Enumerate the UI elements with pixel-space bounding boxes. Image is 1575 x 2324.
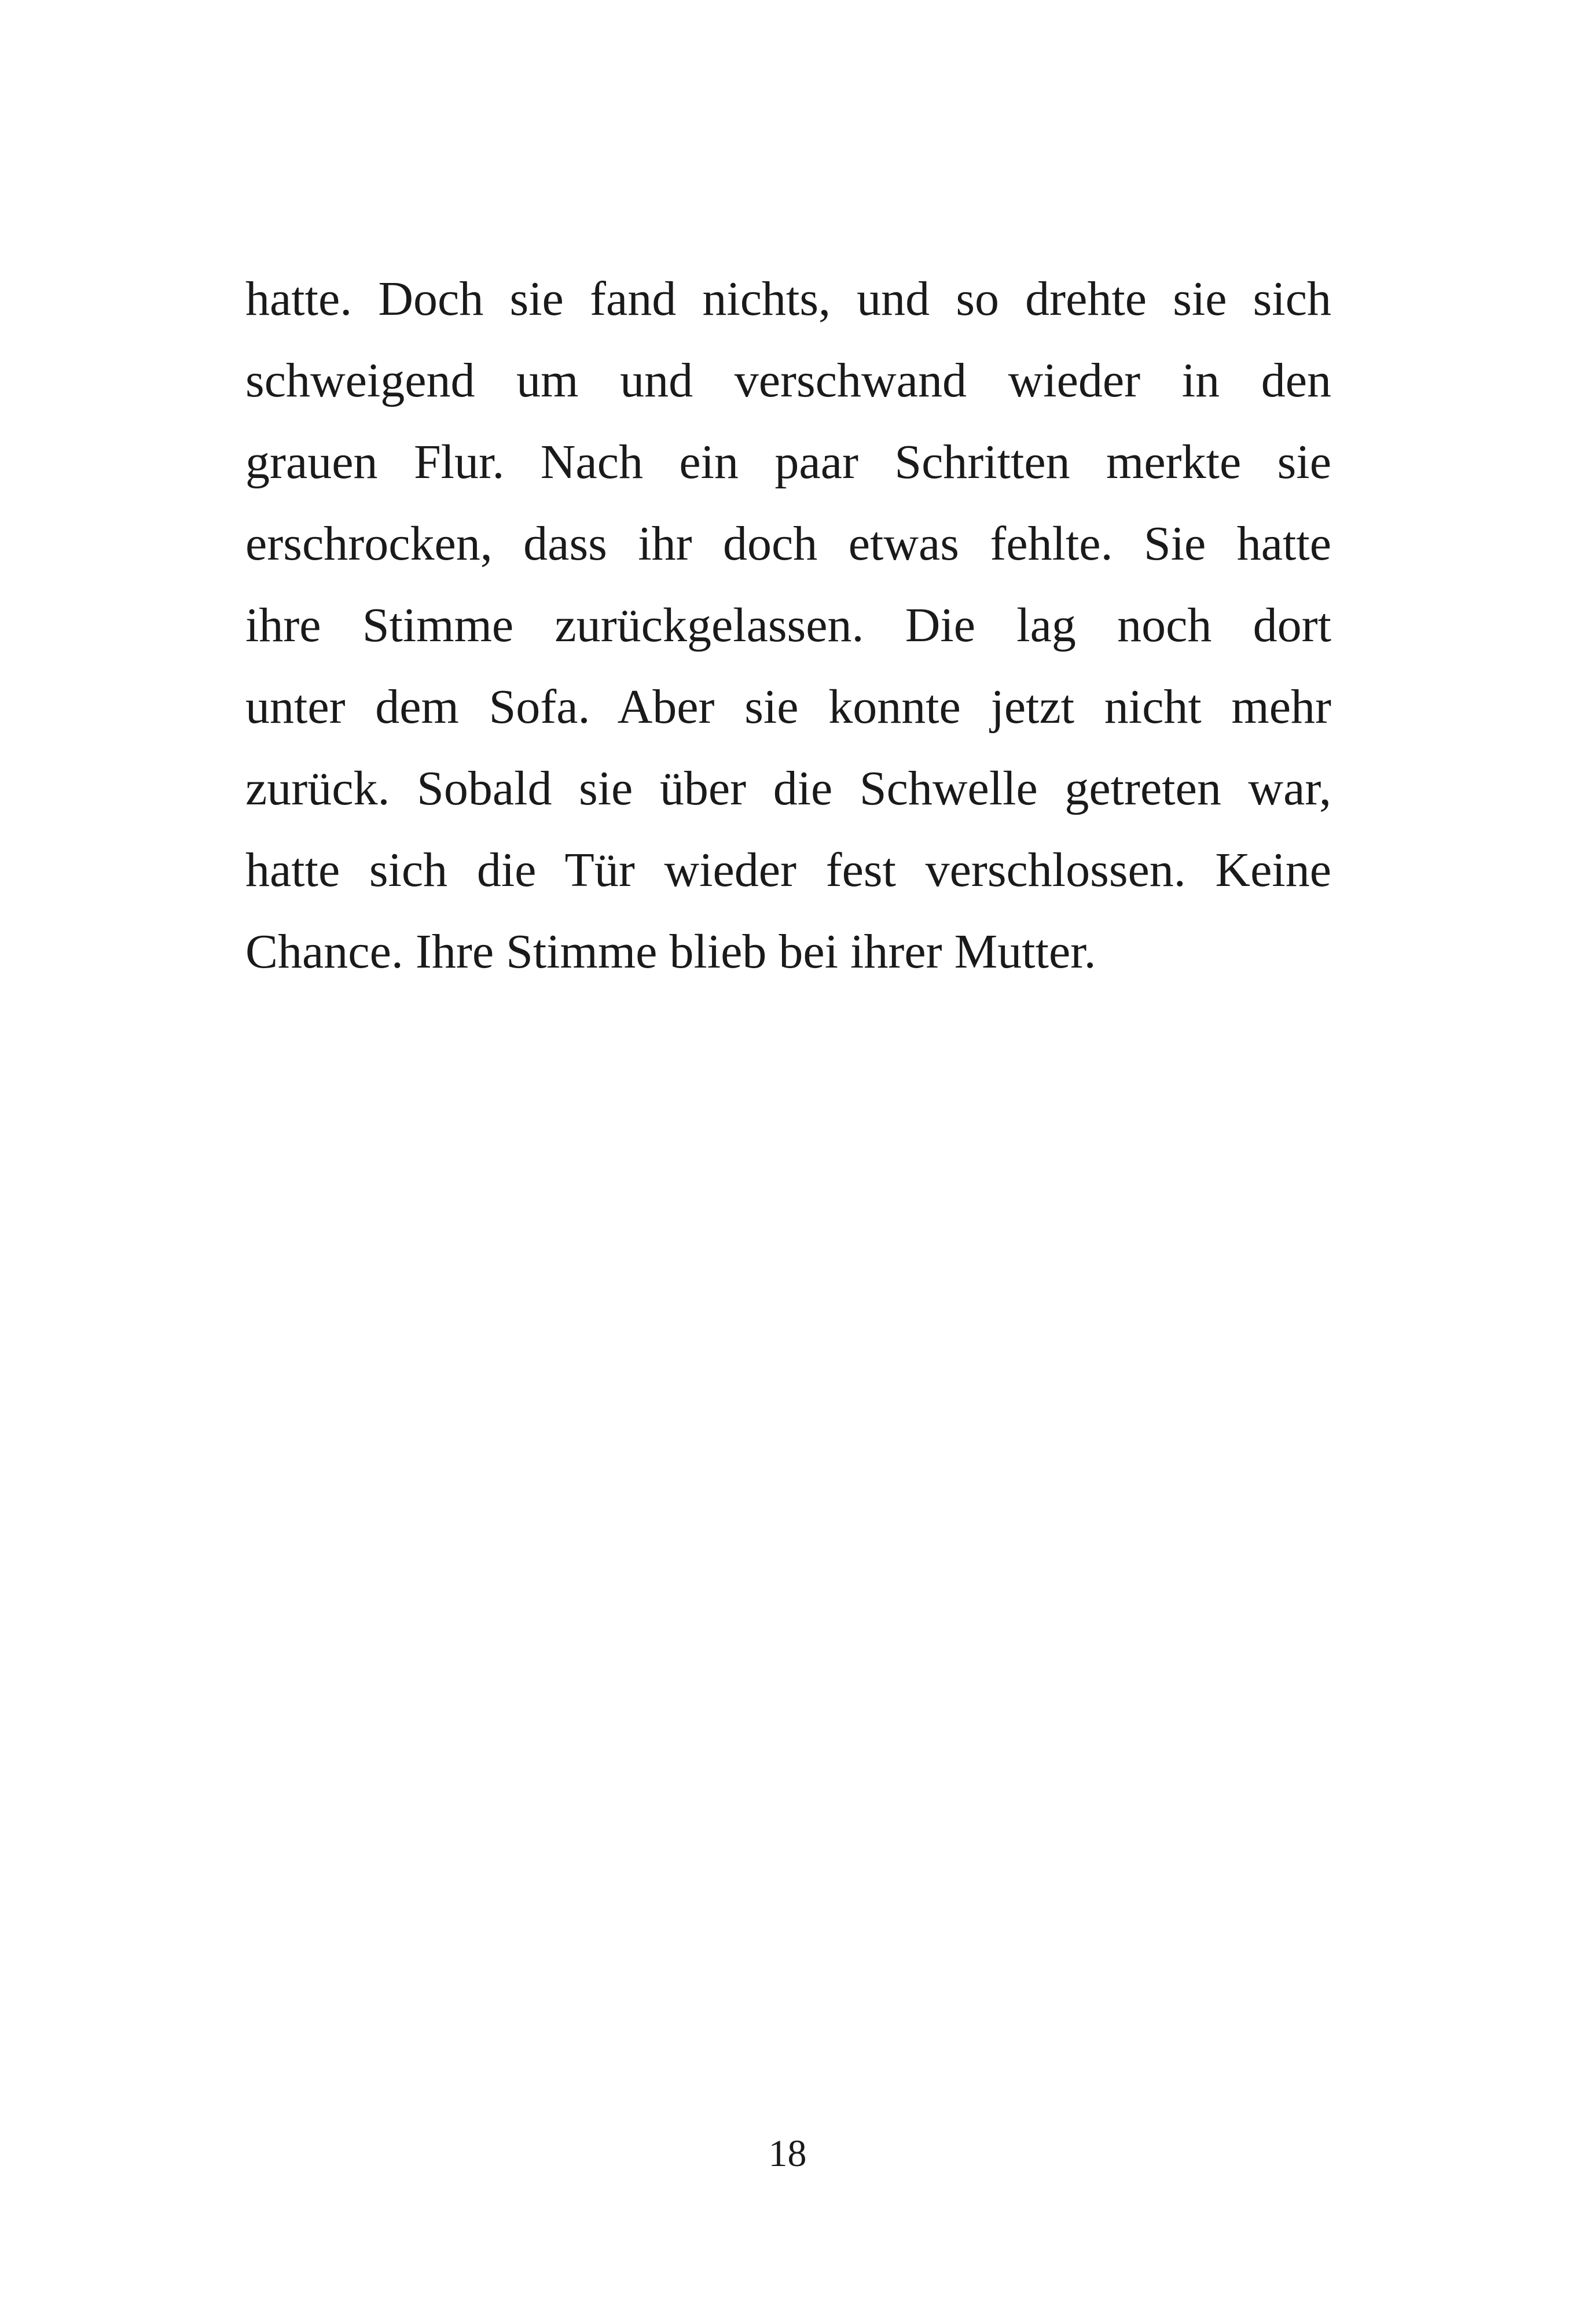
text-line: erschrocken, dass ihr doch etwas fehlte. Sie hatte	[245, 517, 1331, 571]
text-line: Chance. Ihre Stimme blieb bei ihrer Mutter.	[245, 925, 1096, 979]
text-line: hatte sich die Tür wieder fest verschlossen. Keine	[245, 843, 1331, 897]
text-line: unter dem Sofa. Aber sie konnte jetzt nicht mehr	[245, 680, 1331, 734]
page-number: 18	[768, 2132, 807, 2175]
text-line: ihre Stimme zurückgelassen. Die lag noch dort	[245, 598, 1331, 652]
text-line: schweigend um und verschwand wieder in den	[245, 354, 1331, 407]
body-text	[245, 258, 1331, 992]
text-line: hatte. Doch sie fand nichts, und so drehte sie sich	[245, 272, 1331, 326]
text-line: grauen Flur. Nach ein paar Schritten merkte sie	[245, 435, 1331, 489]
text-line: zurück. Sobald sie über die Schwelle getreten war,	[245, 762, 1331, 815]
